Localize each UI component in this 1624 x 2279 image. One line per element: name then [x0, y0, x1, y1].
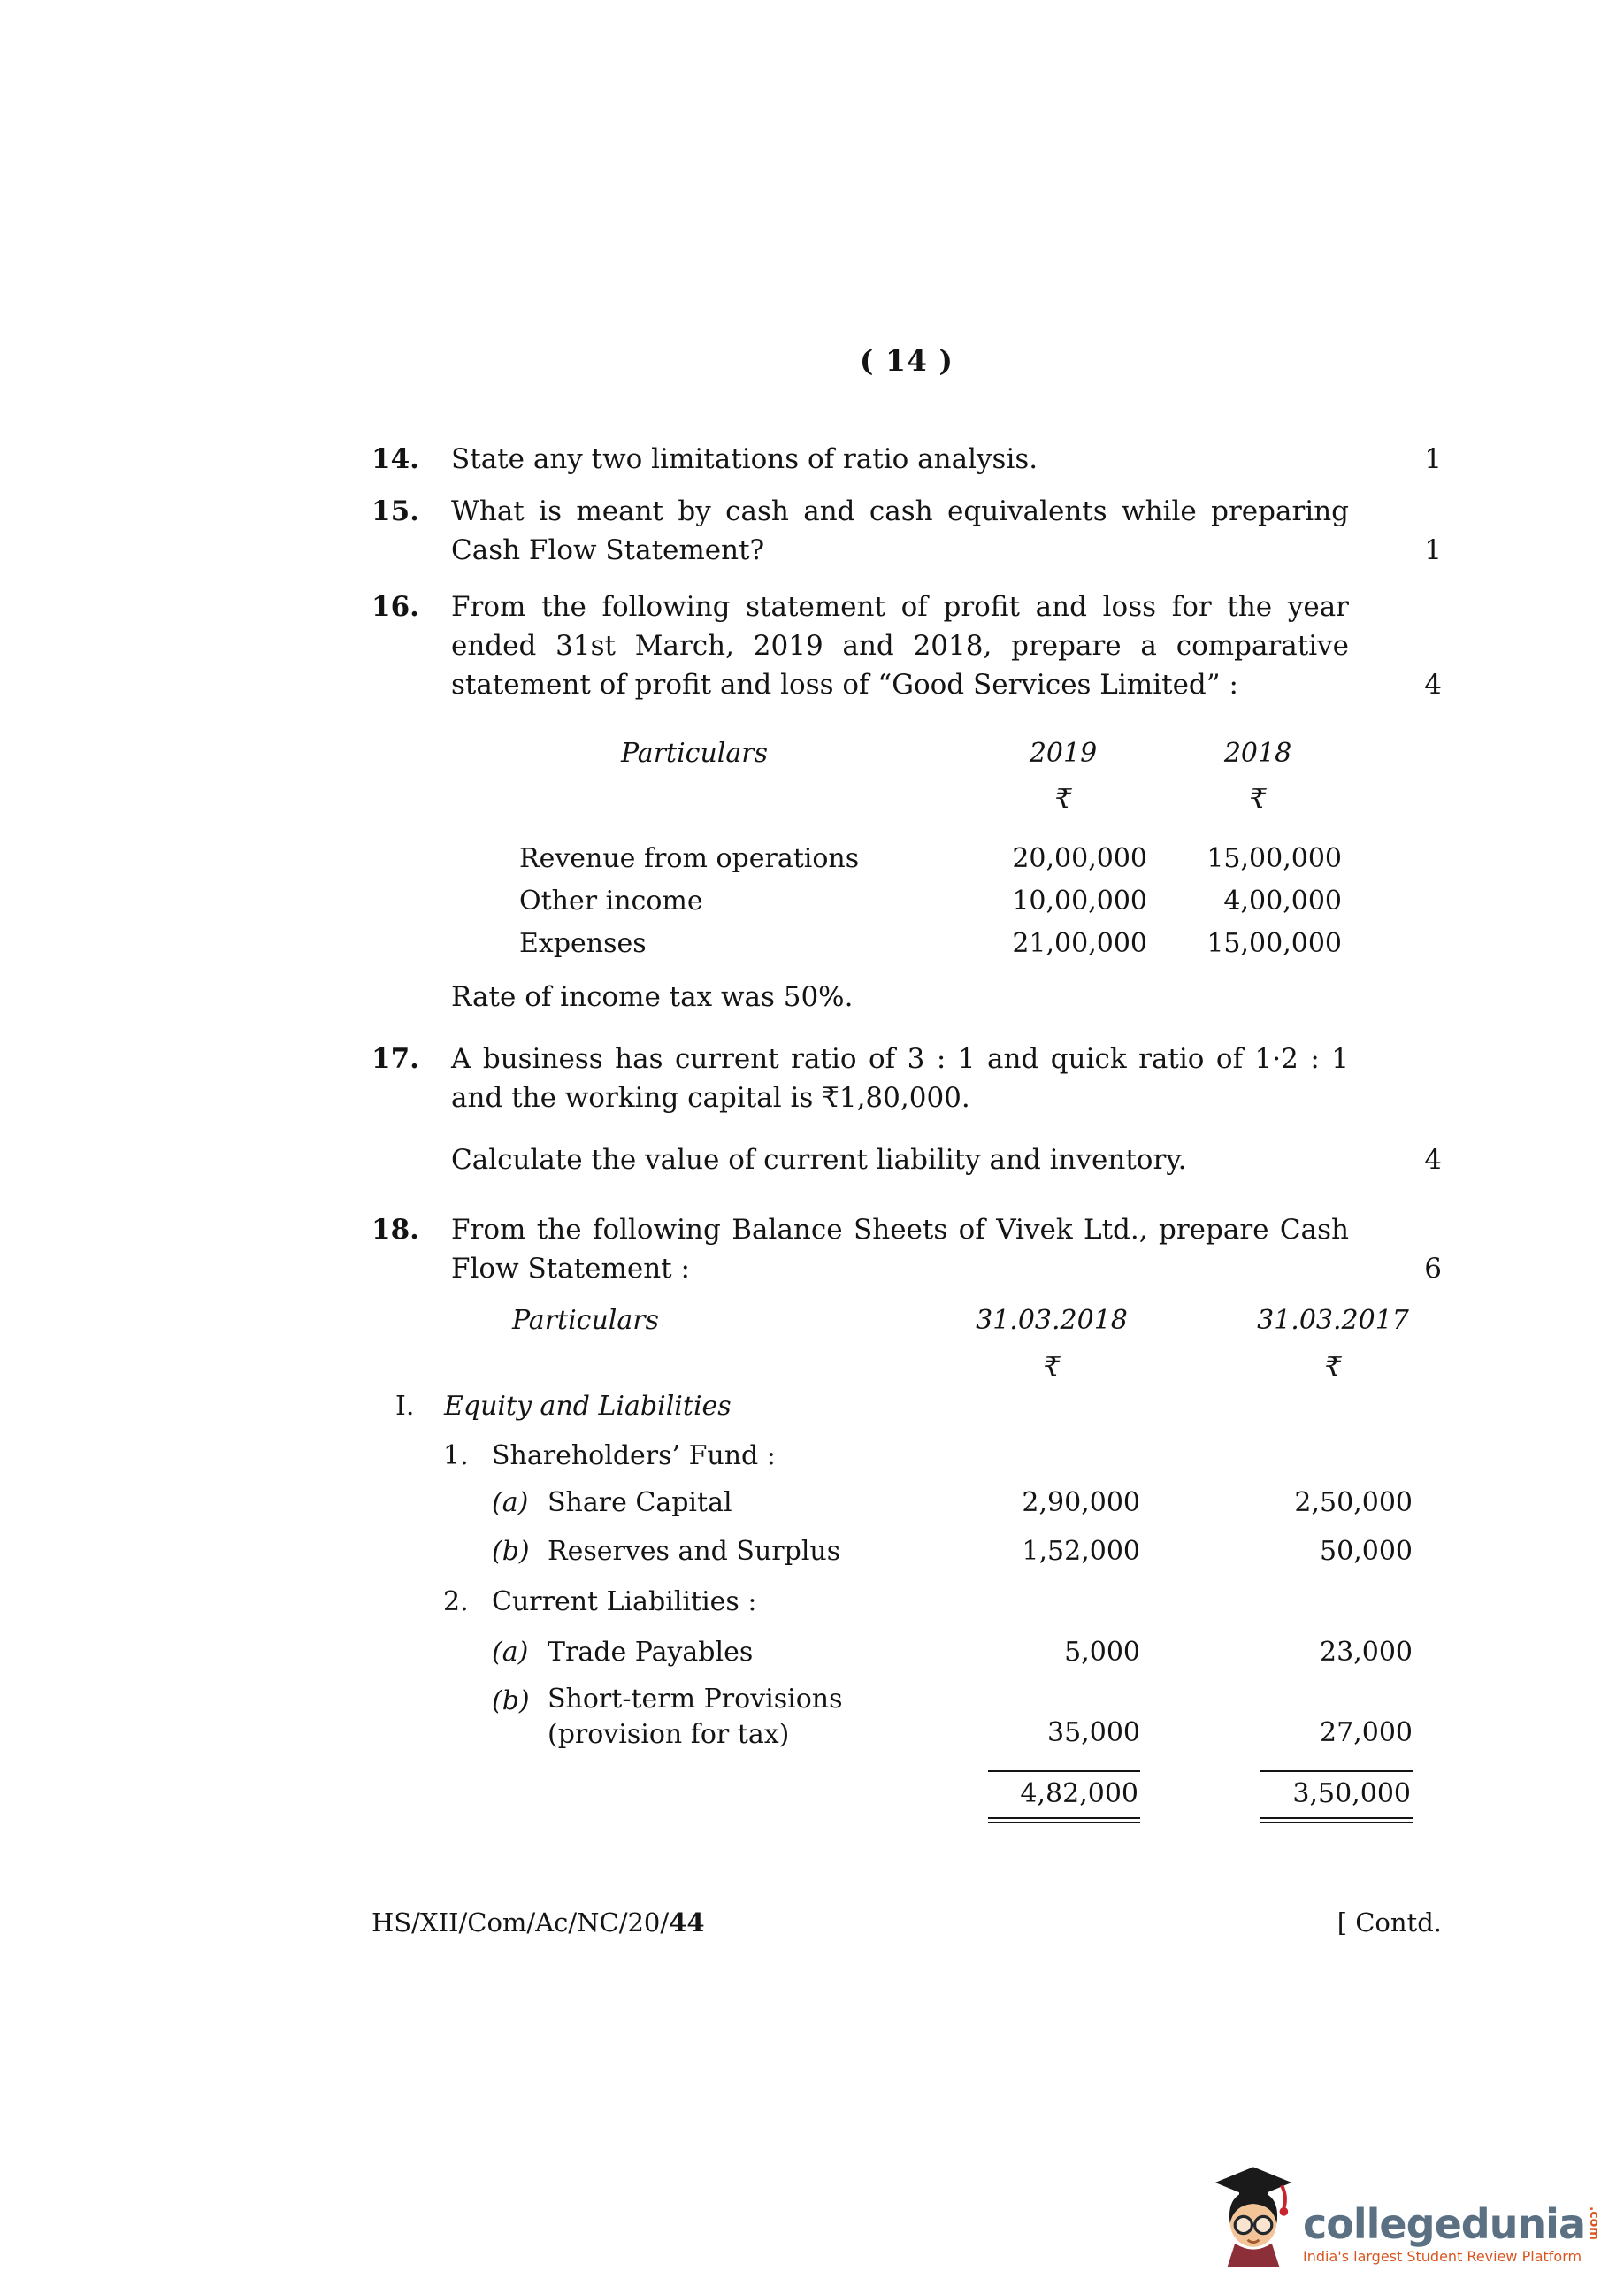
- cell-value-2018: 15,00,000: [1207, 928, 1342, 959]
- graduate-mascot-icon: [1211, 2160, 1296, 2268]
- question-17: [372, 1040, 1442, 1117]
- cell-value-2018: 15,00,000: [1207, 843, 1342, 874]
- column-header-2018: 2018: [1223, 738, 1292, 769]
- total-row: [395, 1770, 1442, 1823]
- row-label-line1: Short-term Provisions: [548, 1684, 843, 1715]
- question-text: From the following Balance Sheets of Vivek Ltd., prepare Cash Flow Statement :: [451, 1214, 1349, 1285]
- q16-table: [519, 734, 1442, 963]
- total-underlined-value: 4,82,000: [988, 1770, 1140, 1823]
- page-number: ( 14 ): [859, 343, 954, 378]
- row-prefix: (b): [492, 1685, 530, 1716]
- table-row: [395, 1633, 1442, 1672]
- question-17-continued: [372, 1140, 1442, 1179]
- row-label-line2: (provision for tax): [548, 1719, 790, 1750]
- brand-row: [1303, 2199, 1601, 2248]
- cell-value-2017: 23,000: [1320, 1637, 1413, 1668]
- table-row: [519, 882, 1442, 921]
- table-header-row: [395, 1301, 1442, 1340]
- question-text: From the following statement of profit and loss for the year ended 31st March, 2019 and 2018, prepare a comparative statement of profit and loss of “Good Services Limited” :: [451, 591, 1349, 701]
- cell-value-2017: 50,000: [1320, 1536, 1413, 1567]
- column-header-2019: 2019: [1029, 738, 1098, 769]
- footer-contd: [ Contd.: [1337, 1907, 1442, 1938]
- table-row: [519, 840, 1442, 879]
- brand-text: collegedunia: [1303, 2199, 1585, 2248]
- rupee-symbol: ₹: [1043, 1352, 1061, 1383]
- question-marks: 6: [1424, 1253, 1442, 1285]
- row-label: Trade Payables: [548, 1637, 754, 1668]
- rupee-symbol: ₹: [1249, 784, 1267, 815]
- footer-code-prefix: HS/XII/Com/Ac/NC/20/: [372, 1907, 670, 1938]
- cell-value-2018: 2,90,000: [1022, 1487, 1140, 1518]
- q18-table: [395, 1301, 1442, 1823]
- column-header-31-03-2018: 31.03.2018: [976, 1305, 1128, 1336]
- table-row: [395, 1387, 1442, 1426]
- question-text-continued: Calculate the value of current liability and inventory.: [451, 1144, 1187, 1176]
- row-label-group: [395, 1532, 963, 1571]
- question-number: 16.: [372, 591, 419, 623]
- table-row: [395, 1484, 1442, 1523]
- table-row: [395, 1532, 1442, 1571]
- row-prefix: I.: [395, 1391, 415, 1422]
- row-prefix: (a): [492, 1637, 529, 1668]
- question-text: What is meant by cash and cash equivalents while preparing Cash Flow Statement?: [451, 495, 1349, 566]
- rupee-symbol: ₹: [1054, 784, 1072, 815]
- question-number: 17.: [372, 1043, 419, 1075]
- table-row: [395, 1682, 1442, 1753]
- currency-row: [519, 780, 1442, 819]
- row-prefix: 2.: [443, 1586, 469, 1617]
- empty-cell: [519, 780, 979, 819]
- total-value-2017: [1253, 1770, 1413, 1823]
- question-15: [372, 492, 1442, 570]
- cell-value-2017: 2,50,000: [1294, 1487, 1413, 1518]
- question-number: 15.: [372, 495, 419, 527]
- cell-value-2018: 35,000: [1047, 1717, 1140, 1748]
- footer-code-bold: 44: [669, 1907, 705, 1938]
- question-marks: 1: [1424, 534, 1442, 566]
- row-label: Equity and Liabilities: [444, 1391, 732, 1422]
- table-header-row: [519, 734, 1442, 773]
- footer-paper-code: [372, 1907, 705, 1938]
- brand-domain-text: .com: [1587, 2206, 1601, 2240]
- row-prefix: 1.: [443, 1440, 469, 1471]
- total-value-2018: [963, 1770, 1140, 1823]
- logo-text-block: [1303, 2199, 1601, 2268]
- row-label: Other income: [519, 886, 703, 917]
- page-footer: [372, 1907, 1442, 1938]
- row-prefix: (a): [492, 1487, 529, 1518]
- collegedunia-logo: [1211, 2160, 1601, 2268]
- column-header-particulars: Particulars: [511, 1305, 660, 1336]
- row-label: [548, 1682, 963, 1753]
- row-label-group: [395, 1484, 963, 1523]
- row-label: Share Capital: [548, 1487, 732, 1518]
- question-marks: 1: [1424, 443, 1442, 475]
- row-label-group: [395, 1583, 963, 1622]
- column-header-31-03-2017: 31.03.2017: [1257, 1305, 1409, 1336]
- question-marks: 4: [1424, 1144, 1442, 1176]
- cell-value-2019: 10,00,000: [1012, 886, 1147, 917]
- row-label: Current Liabilities :: [492, 1586, 757, 1617]
- table-row: [395, 1583, 1442, 1622]
- question-18: [372, 1210, 1442, 1288]
- cell-value-2017: 27,000: [1320, 1717, 1413, 1748]
- column-header-particulars: Particulars: [620, 738, 769, 769]
- row-label: Shareholders’ Fund :: [492, 1440, 776, 1471]
- cell-value-2019: 20,00,000: [1012, 843, 1147, 874]
- question-marks: 4: [1424, 669, 1442, 701]
- question-14: [372, 440, 1442, 479]
- q16-note: Rate of income tax was 50%.: [451, 981, 854, 1013]
- tagline-text: India's largest Student Review Platform: [1303, 2248, 1582, 2265]
- row-label-group: [395, 1633, 963, 1672]
- currency-row: [395, 1348, 1442, 1387]
- question-number: 18.: [372, 1214, 419, 1246]
- question-number: 14.: [372, 443, 419, 475]
- row-label-group: [395, 1387, 963, 1426]
- question-text: A business has current ratio of 3 : 1 and quick ratio of 1·2 : 1 and the working capital is ₹1,80,000.: [451, 1043, 1349, 1114]
- page-content: [372, 343, 1442, 1823]
- question-text: State any two limitations of ratio analysis.: [451, 443, 1038, 475]
- row-prefix: (b): [492, 1536, 530, 1567]
- total-underlined-value: 3,50,000: [1260, 1770, 1413, 1823]
- table-row: [519, 925, 1442, 963]
- row-label: Expenses: [519, 928, 647, 959]
- cell-value-2018: 4,00,000: [1223, 886, 1342, 917]
- row-label: Reserves and Surplus: [548, 1536, 841, 1567]
- table-row: [395, 1437, 1442, 1476]
- cell-value-2018: 5,000: [1064, 1637, 1140, 1668]
- rupee-symbol: ₹: [1324, 1352, 1342, 1383]
- cell-value-2018: 1,52,000: [1022, 1536, 1140, 1567]
- row-label: Revenue from operations: [519, 843, 860, 874]
- cell-value-2019: 21,00,000: [1012, 928, 1147, 959]
- row-label-group: [395, 1682, 963, 1753]
- question-16: [372, 587, 1442, 704]
- row-label-group: [395, 1437, 963, 1476]
